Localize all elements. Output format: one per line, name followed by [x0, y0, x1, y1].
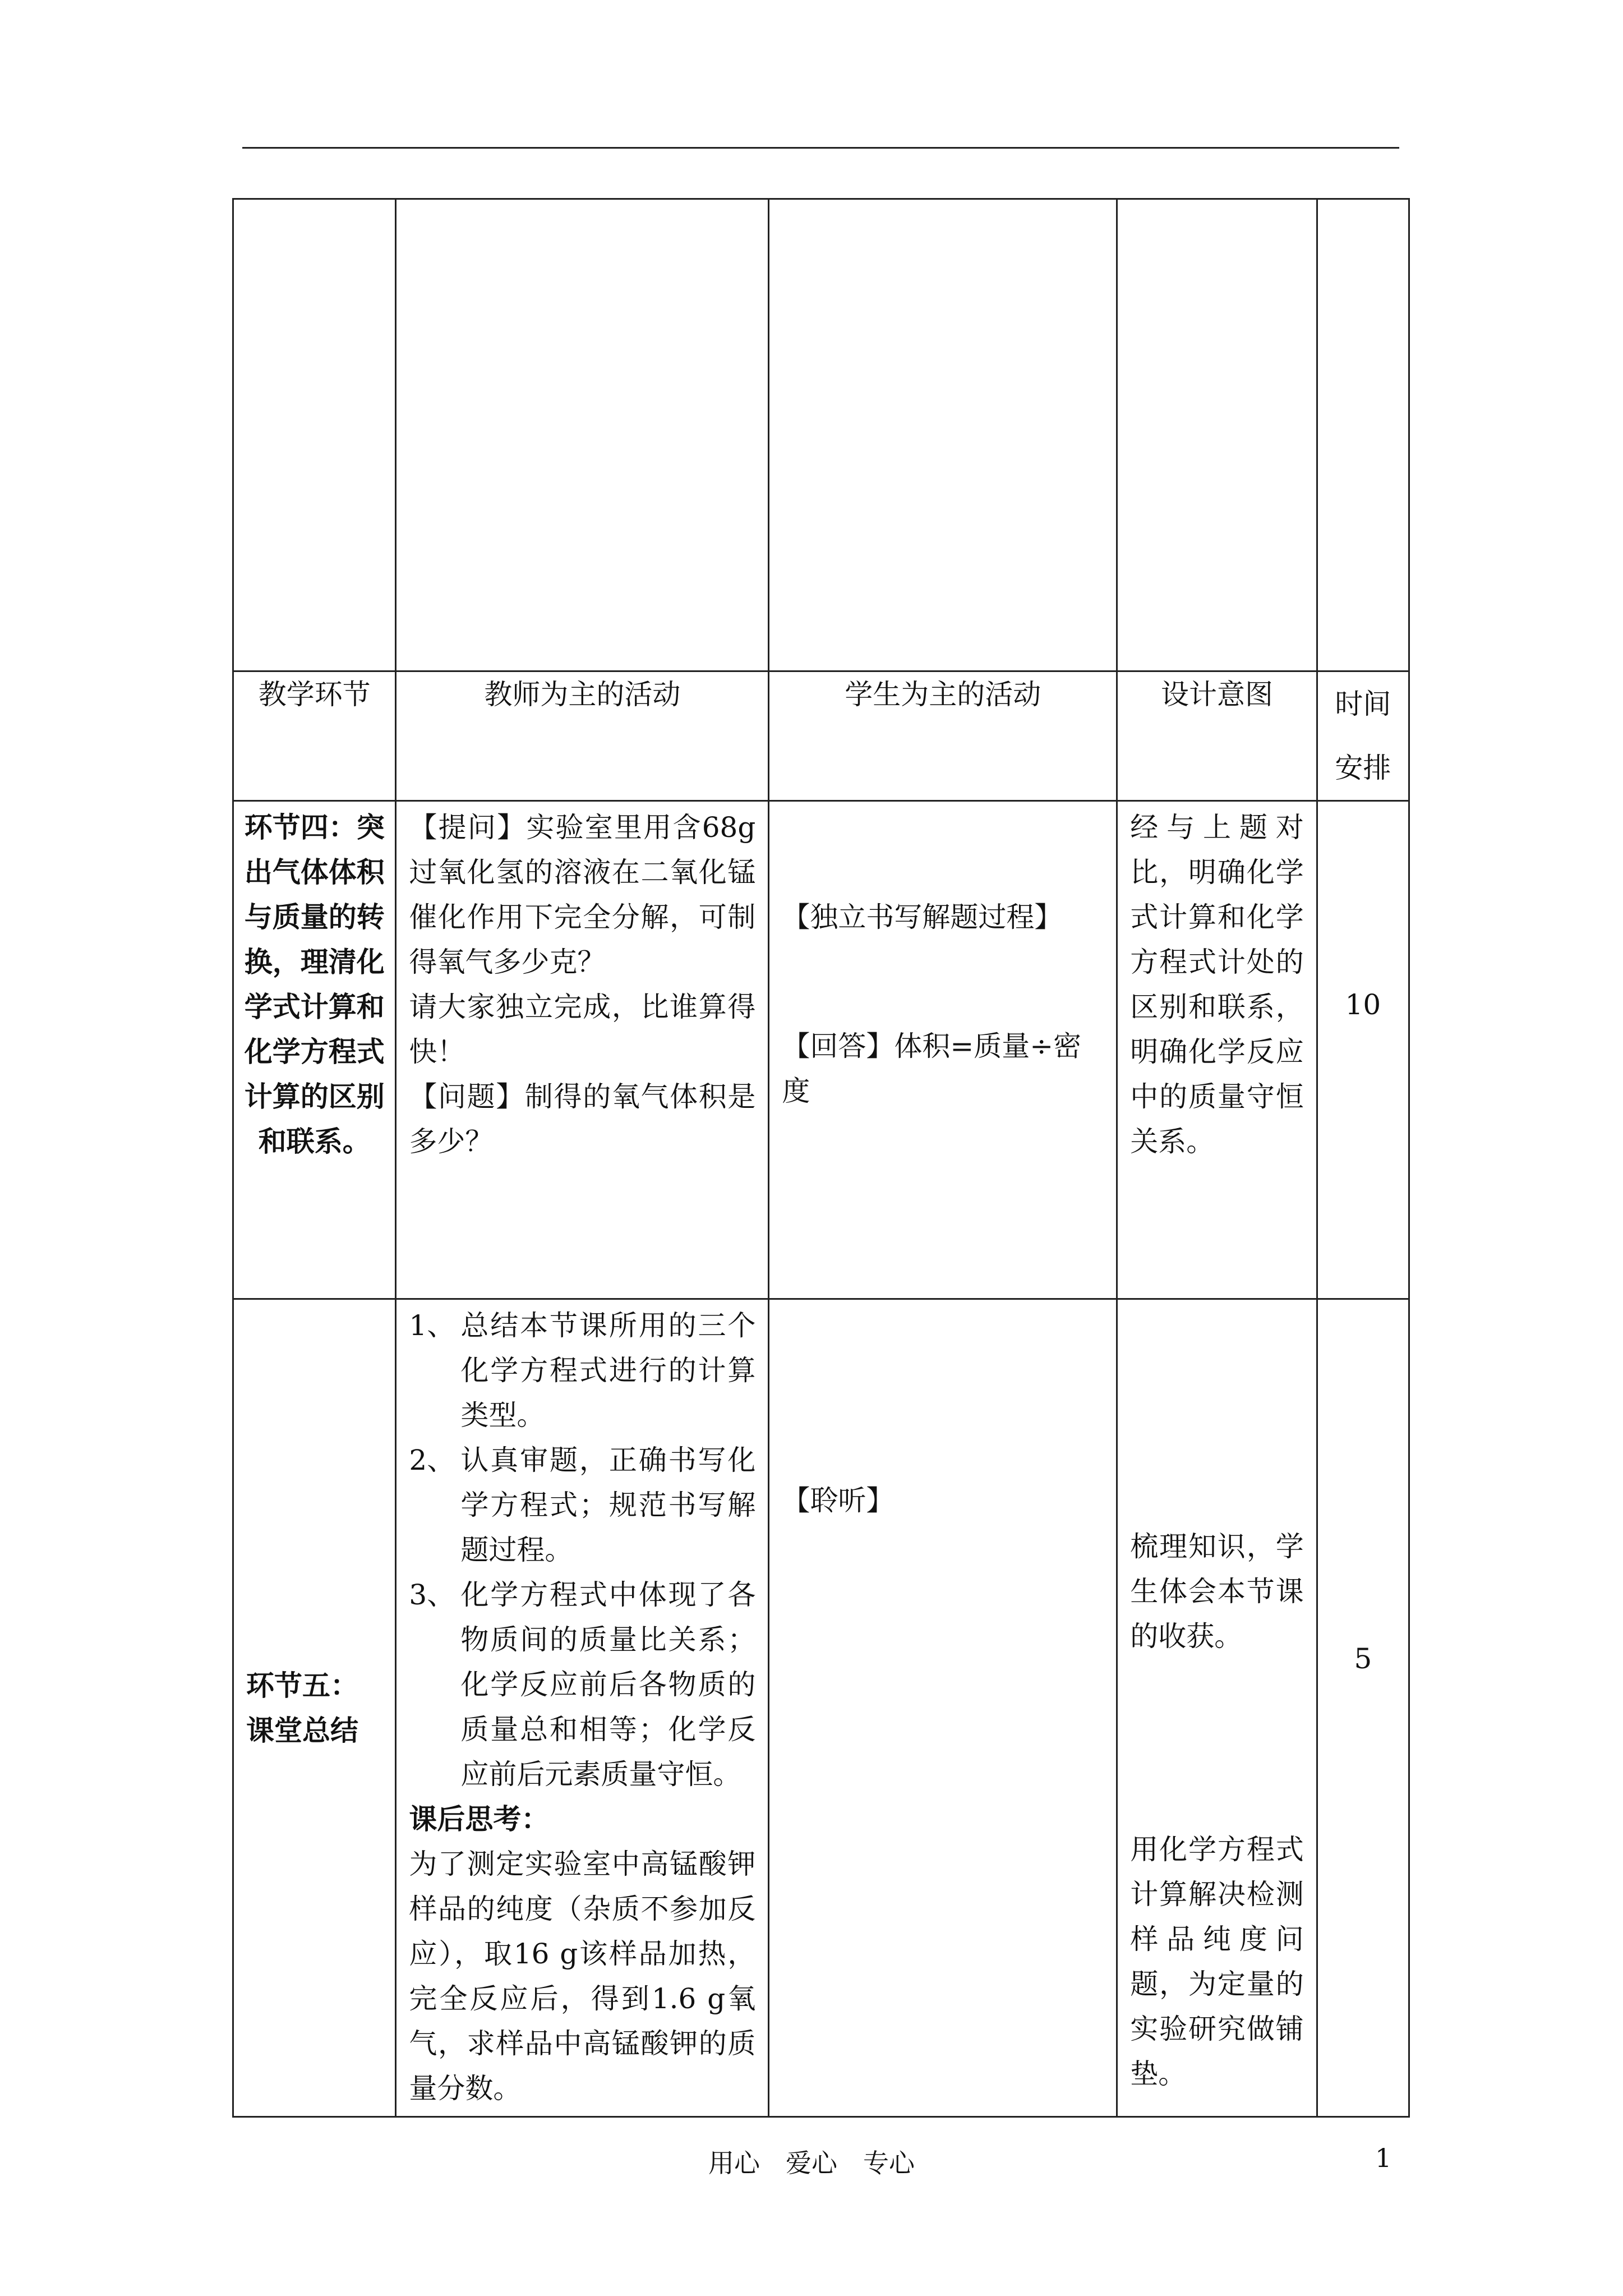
table-row-stage5	[233, 1299, 1409, 2117]
stage5-student-activity	[769, 1299, 1117, 2117]
stage5-teacher-activity	[396, 1299, 769, 2117]
table-header-row	[233, 671, 1409, 801]
stage4-time	[1317, 801, 1409, 1299]
stage5-student-listen: 【聆听】	[782, 1484, 895, 1517]
stage5-intent-2: 用化学方程式计算解决检测样品纯度问题，为定量的实验研究做铺垫。	[1130, 1833, 1304, 2090]
stage4-teacher-question1: 【提问】实验室里用含68g过氧化氢的溶液在二氧化锰催化作用下完全分解，可制得氧气多少克？	[409, 811, 756, 978]
stage5-time	[1317, 1299, 1409, 2117]
list-item	[409, 1438, 755, 1572]
header-stage: 教学环节	[233, 671, 396, 801]
list-number: 1、	[409, 1309, 455, 1342]
stage4-time-value: 10	[1345, 988, 1381, 1021]
header-student-activity: 学生为主的活动	[769, 671, 1117, 801]
header-time-line2: 安排	[1335, 752, 1391, 784]
summary-item-3: 化学方程式中体现了各物质间的质量比关系；化学反应前后各物质的质量总和相等；化学反应前后元素质量守恒。	[460, 1579, 756, 1791]
empty-cell	[769, 199, 1117, 671]
header-time	[1317, 671, 1409, 801]
stage5-title-line1: 环节五：	[246, 1668, 358, 1702]
list-number: 2、	[409, 1444, 455, 1476]
stage5-design-intent	[1117, 1299, 1317, 2117]
header-rule	[242, 147, 1399, 149]
table-row-empty	[233, 199, 1409, 671]
stage4-student-answer: 【回答】体积=质量÷密度	[782, 1030, 1082, 1107]
stage5-title	[233, 1299, 396, 2117]
stage4-student-activity	[769, 801, 1117, 1299]
table-row-stage4	[233, 801, 1409, 1299]
stage5-time-value: 5	[1354, 1642, 1372, 1675]
lesson-plan-table	[232, 198, 1410, 2118]
stage5-summary-list	[409, 1303, 755, 1797]
header-teacher-activity: 教师为主的活动	[396, 671, 769, 801]
empty-cell	[1117, 199, 1317, 671]
stage4-teacher-activity	[396, 801, 769, 1299]
list-item	[409, 1303, 755, 1438]
list-number: 3、	[409, 1579, 455, 1611]
page-number: 1	[1375, 2143, 1392, 2173]
footer-motto: 用心 爱心 专心	[708, 2148, 915, 2178]
empty-cell	[396, 199, 769, 671]
empty-cell	[233, 199, 396, 671]
stage4-design-intent: 经与上题对比，明确化学式计算和化学方程式计处的区别和联系，明确化学反应中的质量守恒关系。	[1117, 801, 1317, 1299]
stage4-title: 环节四：突出气体体积与质量的转换，理清化学式计算和化学方程式计算的区别和联系。	[233, 801, 396, 1299]
stage4-teacher-ask: 请大家独立完成，比谁算得快！	[409, 991, 756, 1068]
header-design-intent: 设计意图	[1117, 671, 1317, 801]
stage5-title-line2: 课堂总结	[246, 1713, 358, 1747]
header-time-line1: 时间	[1335, 688, 1391, 720]
empty-cell	[1317, 199, 1409, 671]
summary-item-1: 总结本节课所用的三个化学方程式进行的计算类型。	[460, 1309, 756, 1432]
stage5-intent-1: 梳理知识，学生体会本节课的收获。	[1130, 1530, 1304, 1653]
after-class-problem: 为了测定实验室中高锰酸钾样品的纯度（杂质不参加反应），取16 g该样品加热，完全反应后，得到1.6 g氧气，求样品中高锰酸钾的质量分数。	[409, 1848, 756, 2105]
list-item	[409, 1572, 755, 1797]
summary-item-2: 认真审题，正确书写化学方程式；规范书写解题过程。	[460, 1444, 756, 1566]
stage4-teacher-question2: 【问题】制得的氧气体积是多少？	[409, 1080, 756, 1158]
after-class-label: 课后思考：	[409, 1802, 550, 1835]
stage4-student-write: 【独立书写解题过程】	[782, 901, 1063, 933]
